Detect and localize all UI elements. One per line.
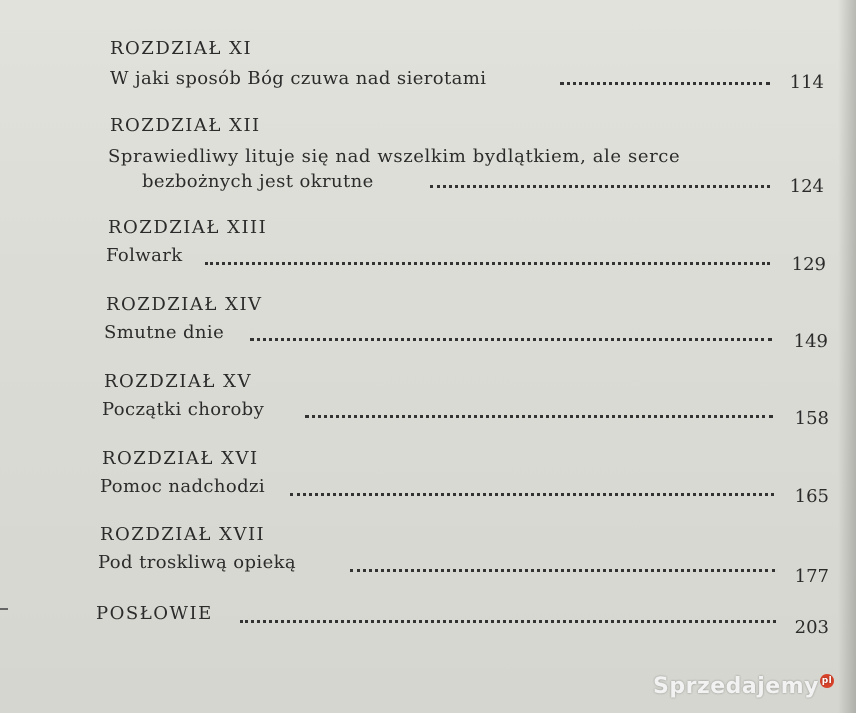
chapter-heading-xiv: ROZDZIAŁ XIV: [106, 294, 263, 315]
dot-leader: [250, 328, 772, 341]
chapter-title-xiv: Smutne dnie: [104, 322, 225, 343]
chapter-heading-xvii: ROZDZIAŁ XVII: [100, 524, 266, 545]
chapter-heading-xii: ROZDZIAŁ XII: [110, 115, 261, 136]
chapter-title-xvi: Pomoc nadchodzi: [100, 476, 266, 497]
dot-leader: [290, 483, 774, 496]
chapter-title-xi: W jaki sposób Bóg czuwa nad sierotami: [110, 68, 487, 89]
page-edge-shadow: [838, 0, 856, 713]
chapter-heading-xiii: ROZDZIAŁ XIII: [108, 217, 268, 238]
dot-leader: [305, 405, 773, 418]
dot-leader: [205, 252, 770, 265]
page-number-xii: 124: [789, 176, 824, 197]
chapter-heading-xv: ROZDZIAŁ XV: [104, 371, 252, 392]
chapter-title-xii-line1: Sprawiedliwy lituje się nad wszelkim bydlątkiem, ale serce: [108, 146, 681, 167]
chapter-title-xiii: Folwark: [106, 245, 183, 266]
page-number-xi: 114: [789, 72, 824, 93]
chapter-heading-xi: ROZDZIAŁ XI: [110, 38, 253, 59]
page-number-xiii: 129: [791, 254, 826, 275]
chapter-title-xvii: Pod troskliwą opieką: [98, 552, 297, 573]
page-number-afterword: 203: [794, 617, 829, 638]
chapter-title-xv: Początki choroby: [102, 399, 265, 420]
page-number-xvi: 165: [794, 486, 829, 507]
dot-leader: [240, 610, 776, 623]
dot-leader: [560, 72, 770, 85]
dot-leader: [350, 559, 775, 572]
page-number-xv: 158: [794, 408, 829, 429]
page-number-xvii: 177: [794, 566, 829, 587]
page-number-xiv: 149: [793, 331, 828, 352]
dot-leader: [430, 175, 770, 188]
chapter-title-xii-line2: bezbożnych jest okrutne: [142, 171, 374, 192]
chapter-heading-xvi: ROZDZIAŁ XVI: [102, 448, 259, 469]
margin-mark: [0, 608, 8, 610]
watermark-logo: Sprzedajemy $^{pl}$: [653, 674, 833, 699]
afterword-heading: POSŁOWIE: [96, 603, 213, 624]
